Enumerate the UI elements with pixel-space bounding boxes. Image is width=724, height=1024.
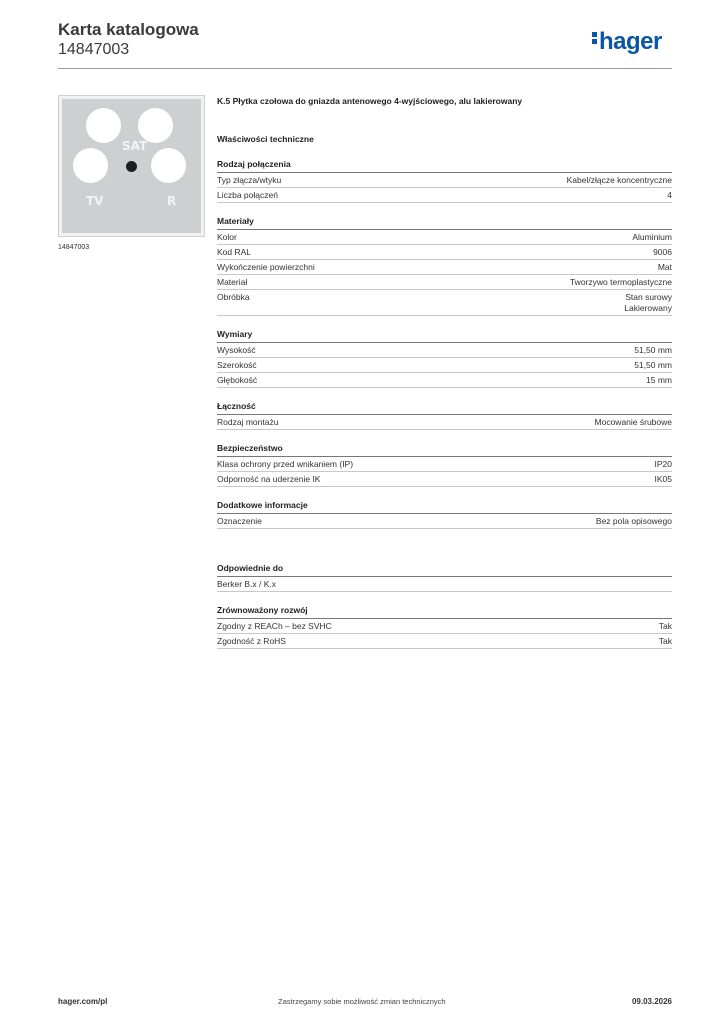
spec-group-title: Materiały [217, 216, 672, 230]
spec-label: Oznaczenie [217, 516, 262, 526]
image-caption: 14847003 [58, 244, 90, 251]
spec-label: Obróbka [217, 292, 250, 302]
spec-row [217, 275, 672, 290]
plate-label-r: R [167, 194, 177, 208]
spec-row [217, 260, 672, 275]
product-name: K.5 Płytka czołowa do gniazda antenowego 4-wyjściowego, alu lakierowany [217, 96, 523, 106]
spec-label: Zgodność z RoHS [217, 636, 286, 646]
spec-label: Typ złącza/wtyku [217, 175, 282, 185]
spec-label: Głębokość [217, 375, 258, 385]
spec-value-line: Kabel/złącze koncentryczne [566, 175, 672, 185]
spec-label: Zgodny z REACh – bez SVHC [217, 621, 332, 631]
spec-value-line: 51,50 mm [634, 345, 672, 355]
faceplate-illustration [62, 99, 201, 233]
spec-value [646, 375, 672, 386]
spec-group-title: Rodzaj połączenia [217, 159, 672, 173]
spec-row [217, 230, 672, 245]
spec-value-line: Stan surowy [625, 292, 672, 302]
spec-row [217, 188, 672, 203]
spec-label: Kod RAL [217, 247, 252, 257]
document-number: 14847003 [58, 41, 130, 58]
header-divider [58, 68, 672, 69]
spec-value-line: 15 mm [646, 375, 672, 385]
spec-value [570, 277, 672, 288]
spec-label: Liczba połączeń [217, 190, 278, 200]
spec-value [595, 417, 672, 428]
spec-value-line: Lakierowany [624, 303, 672, 313]
spec-group-title: Bezpieczeństwo [217, 443, 672, 457]
hager-logo [592, 28, 662, 56]
spec-label: Klasa ochrony przed wnikaniem (IP) [217, 459, 354, 469]
spec-value-line: 51,50 mm [634, 360, 672, 370]
spec-groups [217, 159, 672, 649]
spec-group-title: Łączność [217, 401, 672, 415]
spec-label: Szerokość [217, 360, 257, 370]
document-title: Karta katalogowa [58, 20, 199, 39]
spec-row [217, 343, 672, 358]
spec-value-line: Bez pola opisowego [595, 516, 672, 526]
spec-value [624, 292, 672, 314]
spec-label: Wykończenie powierzchni [217, 262, 315, 272]
plate-label-tv: TV [86, 194, 104, 208]
spec-value [632, 232, 672, 243]
spec-value [659, 621, 672, 632]
spec-value [655, 459, 673, 470]
spec-group-title: Odpowiednie do [217, 563, 672, 577]
section-heading: Właściwości techniczne [217, 134, 314, 144]
spec-value [653, 247, 672, 258]
document-header [58, 20, 199, 59]
spec-value [567, 175, 672, 186]
spec-row [217, 415, 672, 430]
spec-value-line: IK05 [654, 474, 672, 484]
spec-value [634, 345, 672, 356]
spec-label: Wysokość [217, 345, 256, 355]
spec-row [217, 472, 672, 487]
spec-label: Materiał [217, 277, 248, 287]
footer-disclaimer: Zastrzegamy sobie możliwość zmian technicznych [278, 997, 446, 1006]
spec-value-line: 9006 [653, 247, 672, 257]
spec-row [217, 514, 672, 529]
spec-value-line: Tak [658, 636, 672, 646]
socket-hole-icon [138, 108, 173, 143]
plate-label-sat: SAT [122, 139, 148, 153]
socket-hole-icon [151, 148, 186, 183]
logo-text: hager [599, 28, 662, 55]
footer-website-link[interactable]: hager.com/pl [58, 997, 108, 1006]
product-image [58, 95, 205, 237]
spec-row [217, 173, 672, 188]
spec-group-title: Zrównoważony rozwój [217, 605, 672, 619]
footer-date: 09.03.2026 [631, 997, 672, 1006]
spec-value [659, 636, 672, 647]
spec-value-line: 4 [667, 190, 672, 200]
spec-row [217, 634, 672, 649]
spec-row [217, 358, 672, 373]
spec-value-line: Mat [657, 262, 672, 272]
spec-row [217, 290, 672, 316]
product-details [217, 96, 672, 649]
spec-value-line: Tak [658, 621, 672, 631]
spec-row [217, 577, 672, 592]
spec-label: Kolor [217, 232, 237, 242]
spec-value [596, 516, 672, 527]
spec-row [217, 373, 672, 388]
spec-value-line: Tworzywo termoplastyczne [569, 277, 672, 287]
spec-value [667, 190, 672, 201]
spec-label: Odporność na uderzenie IK [217, 474, 321, 484]
spec-group-title: Dodatkowe informacje [217, 500, 672, 514]
spec-value-line: Mocowanie śrubowe [594, 417, 672, 427]
spec-value-line: Aluminium [632, 232, 672, 242]
socket-hole-icon [86, 108, 121, 143]
spec-label: Rodzaj montażu [217, 417, 279, 427]
spec-row [217, 457, 672, 472]
spec-value [634, 360, 672, 371]
spec-label: Berker B.x / K.x [217, 579, 277, 589]
socket-hole-icon [73, 148, 108, 183]
spec-value-line: IP20 [654, 459, 672, 469]
spec-value [658, 262, 672, 273]
spec-row [217, 245, 672, 260]
spec-value [655, 474, 673, 485]
logo-dots-icon [592, 30, 598, 46]
spec-row [217, 619, 672, 634]
center-connector-icon [126, 161, 137, 172]
spec-group-title: Wymiary [217, 329, 672, 343]
